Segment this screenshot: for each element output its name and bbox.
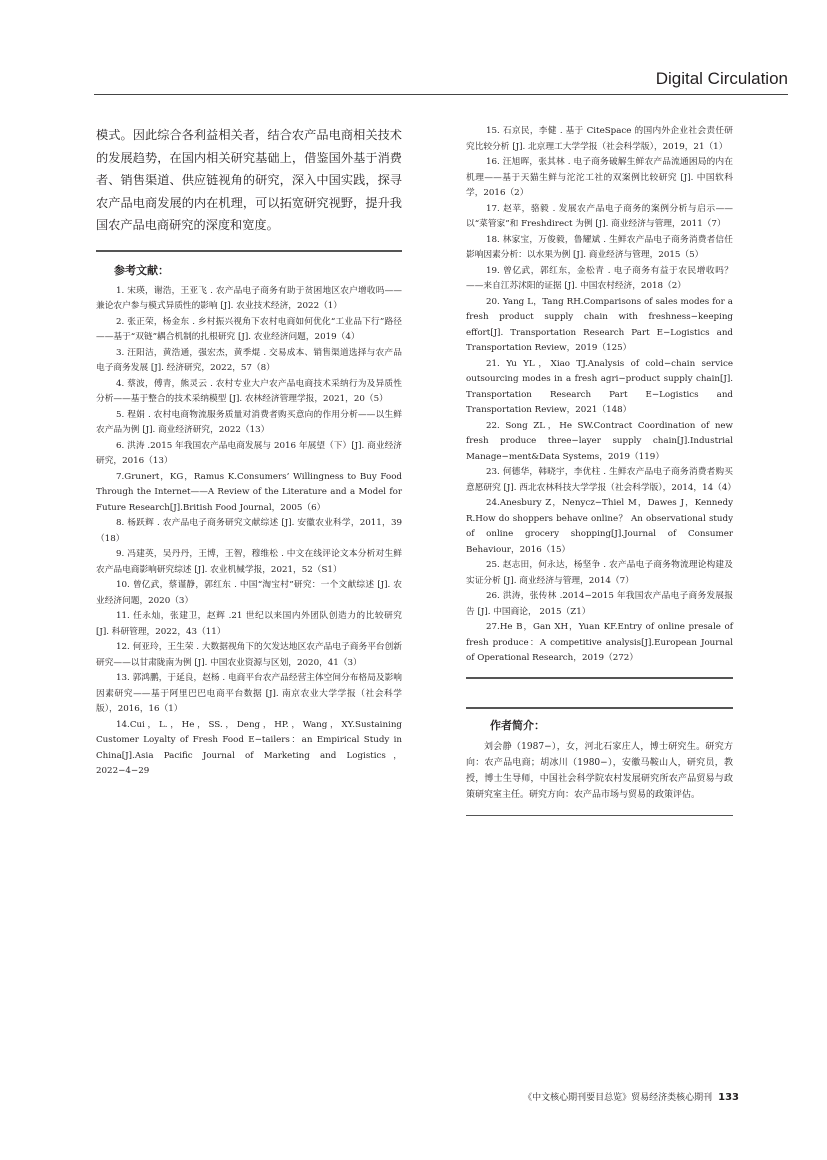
reference-item: 12. 何亚玲，王生荣 . 大数据视角下的欠发达地区农产品电子商务平台创新研究——以甘肃陇南为例 [J]. 中国农业资源与区划，2020，41（3） bbox=[96, 642, 402, 668]
reference-item: 25. 赵志田，何永达，杨坚争 . 农产品电子商务物流理论构建及实证分析 [J]. 商业经济与管理，2014（7） bbox=[466, 560, 733, 586]
reference-item: 13. 郭鸿鹏，于延良，赵杨 . 电商平台农产品经营主体空间分布格局及影响因素研究——基于阿里巴巴电商平台数据 [J]. 南京农业大学学报（社会科学版），2016，16（1） bbox=[96, 673, 402, 714]
reference-item: 24.Anesbury Z，Nenycz−Thiel M，Dawes J，Kennedy R.How do shoppers behave online？ An observational study of online grocery shopping[J].Journal of Consumer Behaviour，2016（15） bbox=[466, 498, 733, 555]
reference-item: 6. 洪涛 .2015 年我国农产品电商发展与 2016 年展望（下）[J]. 商业经济研究，2016（13） bbox=[96, 440, 402, 466]
references-list-right bbox=[466, 124, 737, 667]
header-rule bbox=[94, 94, 788, 95]
intro-paragraph: 模式。因此综合各利益相关者，结合农产品电商相关技术的发展趋势，在国内相关研究基础上，借鉴国外基于消费者、销售渠道、供应链视角的研究，深入中国实践，探寻农产品电商发展的内在机理，可以拓宽研究视野，提升我国农产品电商研究的深度和宽度。 bbox=[96, 128, 402, 232]
references-list-left bbox=[96, 284, 402, 780]
reference-item: 22. Song ZL，He SW.Contract Coordination of new fresh produce three−layer supply chain[J].Industrial Manage−ment&Data Systems，2019（119） bbox=[466, 420, 733, 462]
page-number: 133 bbox=[718, 1092, 739, 1103]
reference-item: 27.He B，Gan XH，Yuan KF.Entry of online presale of fresh produce：A competitive analysis[J].European Journal of Operational Research，2019（272） bbox=[466, 622, 733, 663]
author-bio-heading: 作者简介： bbox=[490, 718, 545, 732]
reference-item: 23. 何德华，韩晓宇，李优柱 . 生鲜农产品电子商务消费者购买意愿研究 [J]. 西北农林科技大学学报（社会科学版），2014，14（4） bbox=[466, 467, 737, 493]
references-right-block bbox=[466, 124, 737, 679]
reference-item: 17. 赵苹，骆毅 . 发展农产品电子商务的案例分析与启示——以“菜管家”和 Freshdirect 为例 [J]. 商业经济与管理，2011（7） bbox=[466, 203, 733, 229]
reference-item: 15. 石京民，李健 . 基于 CiteSpace 的国内外企业社会责任研究比较分析 [J]. 北京理工大学学报（社会科学版），2019，21（1） bbox=[466, 126, 733, 152]
reference-item: 20. Yang L，Tang RH.Comparisons of sales modes for a fresh product supply chain with freshness−keeping effort[J]. Transportation Research Part E−Logistics and Transportation Review，2019（125） bbox=[466, 296, 733, 353]
reference-item: 1. 宋瑛，谢浩，王亚飞 . 农产品电子商务有助于贫困地区农户增收吗——兼论农户参与模式异质性的影响 [J]. 农业技术经济，2022（1） bbox=[96, 285, 402, 311]
page-footer bbox=[523, 1090, 739, 1103]
reference-item: 10. 曾亿武，蔡谨静，郭红东 . 中国“淘宝村”研究：一个文献综述 [J]. 农业经济问题，2020（3） bbox=[96, 580, 402, 606]
reference-item: 14.Cui，L.，He，SS.，Deng，HP.，Wang，XY.Sustaining Customer Loyalty of Fresh Food E−tailers：an Empirical Study in China[J].Asia Pacific Journal of Marketing and Logistics，2022−4−29 bbox=[96, 719, 402, 776]
reference-item: 4. 蔡波，傅青，熊灵云 . 农村专业大户农产品电商技术采纳行为及异质性分析——基于整合的技术采纳模型 [J]. 农林经济管理学报，2021，20（5） bbox=[96, 378, 402, 404]
running-header-title: Digital Circulation bbox=[655, 69, 788, 88]
references-top-rule bbox=[96, 250, 402, 252]
reference-item: 8. 杨跃辉 . 农产品电子商务研究文献综述 [J]. 安徽农业科学，2011，39（18） bbox=[96, 518, 402, 544]
reference-item: 18. 林家宝，万俊毅，鲁耀斌 . 生鲜农产品电子商务消费者信任影响因素分析：以水果为例 [J]. 商业经济与管理，2015（5） bbox=[466, 234, 733, 260]
reference-item: 19. 曾亿武，郭红东，金松青 . 电子商务有益于农民增收吗？——来自江苏沭阳的证据 [J]. 中国农村经济，2018（2） bbox=[466, 265, 733, 291]
left-column bbox=[96, 124, 402, 780]
reference-item: 21. Yu YL，Xiao TJ.Analysis of cold−chain service outsourcing modes in a fresh agri−product supply chain[J]. Transportation Research Part E−Logistics and Transportation Review，2021（148） bbox=[466, 358, 733, 415]
author-bio-text: 刘会静（1987−），女，河北石家庄人，博士研究生。研究方向：农产品电商；胡冰川（1980−），安徽马鞍山人，研究员，教授，博士生导师，中国社会科学院农村发展研究所农产品贸易与政策研究室主任。研究方向：农产品市场与贸易的政策评估。 bbox=[466, 741, 733, 800]
reference-item: 7.Grunert，KG，Ramus K.Consumers’ Willingness to Buy Food Through the Internet——A Review of the Literature and a Model for Future Research[J].British Food Journal，2005（6） bbox=[96, 471, 402, 513]
references-heading: 参考文献： bbox=[114, 263, 169, 277]
reference-item: 9. 冯建英，吴丹丹，王博，王智，穆维松 . 中文在线评论文本分析对生鲜农产品电商影响研究综述 [J]. 农业机械学报，2021，52（S1） bbox=[96, 549, 402, 575]
reference-item: 5. 程娟 . 农村电商物流服务质量对消费者购买意向的作用分析——以生鲜农产品为例 [J]. 商业经济研究，2022（13） bbox=[96, 409, 402, 435]
reference-item: 16. 汪旭晖，张其林 . 电子商务破解生鲜农产品流通困局的内在机理——基于天猫生鲜与沱沱工社的双案例比较研究 [J]. 中国软科学，2016（2） bbox=[466, 157, 733, 198]
reference-item: 11. 任永灿，张建卫，赵辉 .21 世纪以来国内外团队创造力的比较研究 [J]. 科研管理，2022，43（11） bbox=[96, 611, 402, 637]
footer-journal: 《中文核心期刊要目总览》贸易经济类核心期刊 bbox=[523, 1093, 713, 1103]
reference-item: 26. 洪涛，张传林 .2014−2015 年我国农产品电子商务发展报告 [J]. 中国商论， 2015（Z1） bbox=[466, 591, 733, 617]
right-column bbox=[466, 124, 737, 816]
reference-item: 2. 张正荣，杨金东 . 乡村振兴视角下农村电商如何优化“工业品下行”路径——基于“双链”耦合机制的扎根研究 [J]. 农业经济问题，2019（4） bbox=[96, 316, 402, 342]
author-bio-box bbox=[466, 707, 733, 816]
reference-item: 3. 汪阳洁，黄浩通，强宏杰，黄季焜 . 交易成本、销售渠道选择与农产品电子商务发展 [J]. 经济研究，2022，57（8） bbox=[96, 347, 402, 373]
